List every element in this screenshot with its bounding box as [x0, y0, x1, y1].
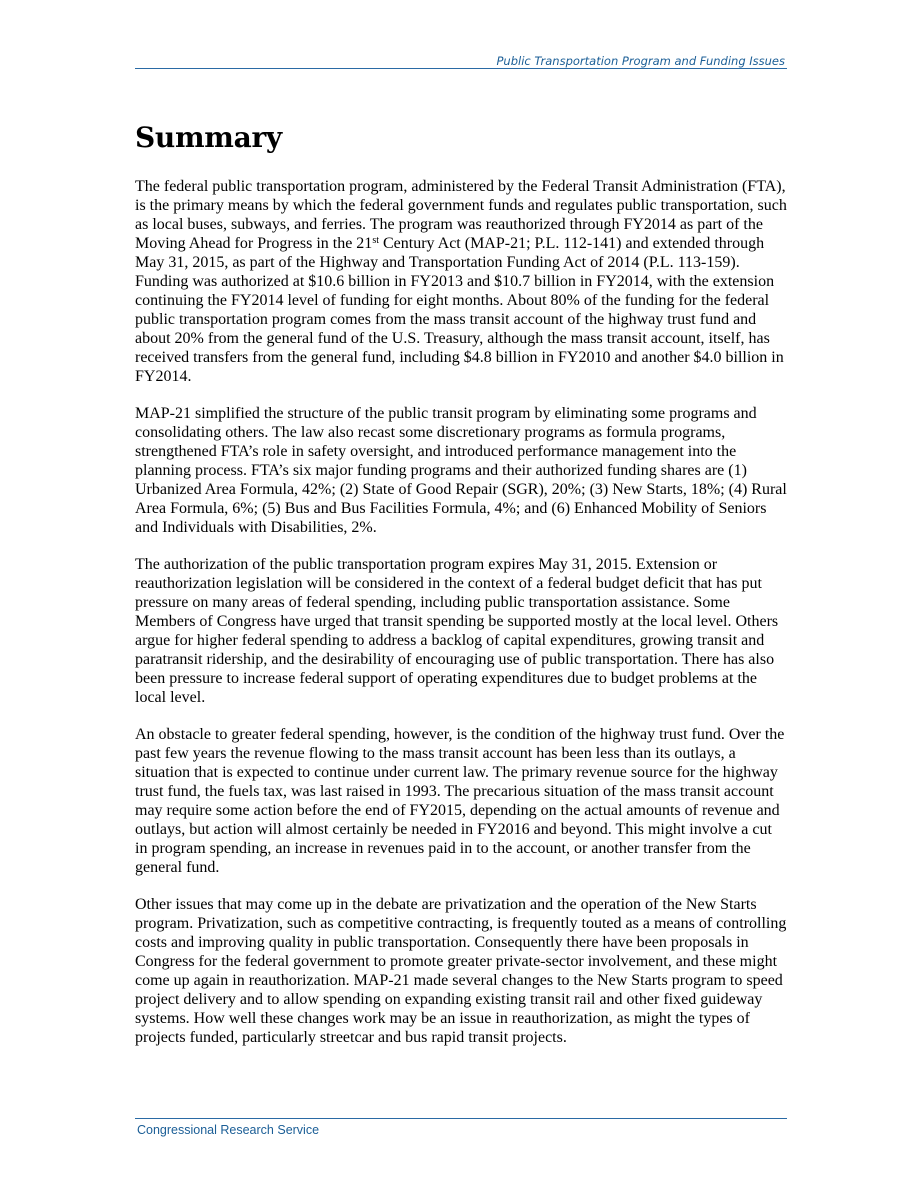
paragraph-5: Other issues that may come up in the debate are privatization and the operation of the New Starts program. Privatization, such as competitive contracting, is frequently touted as a means of controlling costs and improving quality in public transportation. Consequently there have been proposals in Congress for the federal government to promote greater private-sector involvement, and these might come up again in reauthorization. MAP-21 made several changes to the New Starts program to speed project delivery and to allow spending on expanding existing transit rail and other fixed guideway systems. How well these changes work may be an issue in reauthorization, as might the types of projects funded, particularly streetcar and bus rapid transit projects.	[135, 896, 787, 1046]
superscript-ordinal: st	[372, 235, 379, 246]
summary-body	[135, 177, 787, 1065]
paragraph-2: MAP-21 simplified the structure of the public transit program by eliminating some programs and consolidating others. The law also recast some discretionary programs as formula programs, strengthened FTA’s role in safety oversight, and introduced performance management into the planning process. FTA’s six major funding programs and their authorized funding shares are (1) Urbanized Area Formula, 42%; (2) State of Good Repair (SGR), 20%; (3) New Starts, 18%; (4) Rural Area Formula, 6%; (5) Bus and Bus Facilities Formula, 4%; and (6) Enhanced Mobility of Seniors and Individuals with Disabilities, 2%.	[135, 405, 787, 536]
section-heading: Summary	[135, 121, 282, 154]
footer-organization: Congressional Research Service	[137, 1123, 320, 1137]
footer-divider	[135, 1118, 787, 1119]
header-divider	[135, 68, 787, 69]
paragraph-1-part-a: The federal public transportation program, administered by the Federal Transit Administration (FTA), is the primary means by which the federal government funds and regulates public transportation, such as local buses, subways, and ferries. The program was reauthorized through FY2014 as part of the Moving Ahead for Progress in the 21	[135, 178, 787, 252]
paragraph-1	[135, 177, 787, 386]
paragraph-3: The authorization of the public transportation program expires May 31, 2015. Extension or reauthorization legislation will be considered in the context of a federal budget deficit that has put pressure on many areas of federal spending, including public transportation assistance. Some Members of Congress have urged that transit spending be supported mostly at the local level. Others argue for higher federal spending to address a backlog of capital expenditures, growing transit and paratransit ridership, and the desirability of encouraging use of public transportation. There has also been pressure to increase federal support of operating expenditures due to budget problems at the local level.	[135, 556, 779, 706]
running-header-title: Public Transportation Program and Funding Issues	[496, 54, 785, 68]
paragraph-1-part-b: Century Act (MAP-21; P.L. 112-141) and extended through May 31, 2015, as part of the Highway and Transportation Funding Act of 2014 (P.L. 113-159). Funding was authorized at $10.6 billion in FY2013 and $10.7 billion in FY2014, with the extension continuing the FY2014 level of funding for eight months. About 80% of the funding for the federal public transportation program comes from the mass transit account of the highway trust fund and about 20% from the general fund of the U.S. Treasury, although the mass transit account, itself, has received transfers from the general fund, including $4.8 billion in FY2010 and another $4.0 billion in FY2014.	[135, 235, 784, 385]
paragraph-4: An obstacle to greater federal spending, however, is the condition of the highway trust fund. Over the past few years the revenue flowing to the mass transit account has been less than its outlays, a situation that is expected to continue under current law. The primary revenue source for the highway trust fund, the fuels tax, was last raised in 1993. The precarious situation of the mass transit account may require some action before the end of FY2015, depending on the actual amounts of revenue and outlays, but action will almost certainly be needed in FY2016 and beyond. This might involve a cut in program spending, an increase in revenues paid in to the account, or another transfer from the general fund.	[135, 726, 785, 876]
